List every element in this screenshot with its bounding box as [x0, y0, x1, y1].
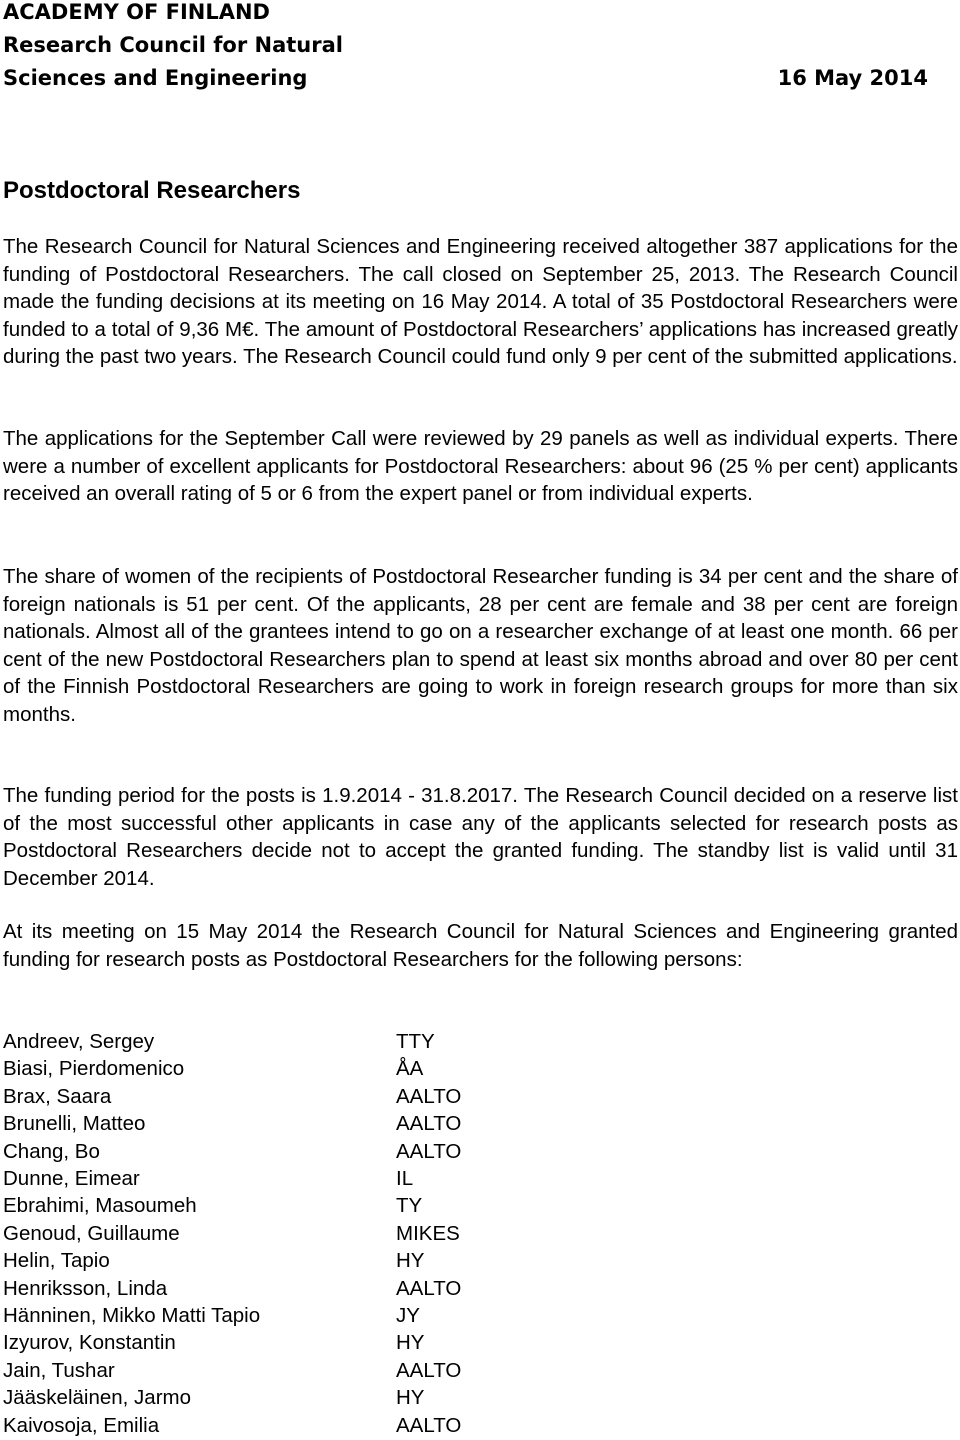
recipient-row	[3, 1165, 623, 1192]
recipient-row	[3, 1055, 623, 1082]
recipient-name: Brax, Saara	[3, 1084, 112, 1108]
recipient-row	[3, 1329, 623, 1356]
organization-name: ACADEMY OF FINLAND	[3, 0, 270, 24]
recipient-row	[3, 1412, 623, 1439]
document-date: 16 May 2014	[777, 66, 928, 90]
recipient-name: Dunne, Eimear	[3, 1167, 140, 1191]
recipient-row	[3, 1110, 623, 1137]
recipient-name: Brunelli, Matteo	[3, 1112, 146, 1136]
recipient-name: Kaivosoja, Emilia	[3, 1413, 160, 1437]
council-name-line-1: Research Council for Natural	[3, 33, 343, 57]
recipient-name: Henriksson, Linda	[3, 1276, 168, 1300]
recipient-row	[3, 1357, 623, 1384]
paragraph-review: The applications for the September Call were reviewed by 29 panels as well as individual experts. There were a number of excellent applicants for Postdoctoral Researchers: about 96 (25 % per cent) applicants received an overall rating of 5 or 6 from the expert panel or from individual experts.	[3, 427, 958, 505]
recipient-institution: AALTO	[396, 1112, 462, 1136]
recipient-row	[3, 1083, 623, 1110]
recipient-institution: HY	[396, 1386, 425, 1410]
recipient-row	[3, 1028, 623, 1055]
recipient-name: Izyurov, Konstantin	[3, 1331, 176, 1355]
paragraph-applications: The Research Council for Natural Sciences and Engineering received altogether 387 applications for the funding of Postdoctoral Researchers. The call closed on September 25, 2013. The Research Council made the funding decisions at its meeting on 16 May 2014. A total of 35 Postdoctoral Researchers were funded to a total of 9,36 M€. The amount of Postdoctoral Researchers’ applications has increased greatly during the past two years. The Research Council could fund only 9 per cent of the submitted applications.	[3, 235, 958, 368]
recipient-institution: AALTO	[396, 1413, 462, 1437]
paragraph-grant-decision: At its meeting on 15 May 2014 the Research Council for Natural Sciences and Engineering granted funding for research posts as Postdoctoral Researchers for the following persons:	[3, 920, 958, 971]
recipient-institution: TTY	[396, 1030, 435, 1053]
recipient-row	[3, 1275, 623, 1302]
paragraph-statistics: The share of women of the recipients of Postdoctoral Researcher funding is 34 per cent and the share of foreign nationals is 51 per cent. Of the applicants, 28 per cent are female and 38 per cent are foreign nationals. Almost all of the grantees intend to go on a researcher exchange of at least one month. 66 per cent of the new Postdoctoral Researchers plan to spend at least six months abroad and over 80 per cent of the Finnish Postdoctoral Researchers are going to work in foreign research groups for more than six months.	[3, 565, 958, 726]
recipient-row	[3, 1192, 623, 1219]
recipient-institution: AALTO	[396, 1358, 462, 1382]
recipient-name: Jääskeläinen, Jarmo	[3, 1386, 192, 1410]
recipient-name: Hänninen, Mikko Matti Tapio	[3, 1304, 261, 1328]
recipient-institution: JY	[396, 1304, 420, 1328]
recipient-row	[3, 1247, 623, 1274]
recipient-name: Ebrahimi, Masoumeh	[3, 1194, 197, 1218]
recipient-name: Andreev, Sergey	[3, 1030, 155, 1053]
recipient-name: Genoud, Guillaume	[3, 1221, 180, 1245]
recipient-institution: IL	[396, 1167, 414, 1191]
recipient-row	[3, 1138, 623, 1165]
recipient-institution: ÅA	[396, 1057, 424, 1081]
recipient-institution: AALTO	[396, 1276, 462, 1300]
council-name-line-2: Sciences and Engineering	[3, 66, 308, 90]
recipient-institution: MIKES	[396, 1221, 460, 1245]
recipient-name: Helin, Tapio	[3, 1249, 110, 1273]
letterhead	[3, 0, 928, 95]
recipient-institution: AALTO	[396, 1139, 462, 1163]
recipient-list	[3, 1028, 623, 1439]
recipient-institution: TY	[396, 1194, 423, 1218]
recipient-row	[3, 1384, 623, 1411]
recipient-institution: HY	[396, 1249, 425, 1273]
page-title: Postdoctoral Researchers	[3, 177, 301, 204]
recipient-name: Chang, Bo	[3, 1139, 100, 1163]
recipient-institution: HY	[396, 1331, 425, 1355]
recipient-row	[3, 1302, 623, 1329]
recipient-name: Biasi, Pierdomenico	[3, 1057, 185, 1081]
recipient-name: Jain, Tushar	[3, 1358, 115, 1382]
recipient-row	[3, 1220, 623, 1247]
paragraph-funding-period: The funding period for the posts is 1.9.2014 - 31.8.2017. The Research Council decided on a reserve list of the most successful other applicants in case any of the applicants selected for research posts as Postdoctoral Researchers decide not to accept the granted funding. The standby list is valid until 31 December 2014.	[3, 784, 958, 890]
recipient-institution: AALTO	[396, 1084, 462, 1108]
